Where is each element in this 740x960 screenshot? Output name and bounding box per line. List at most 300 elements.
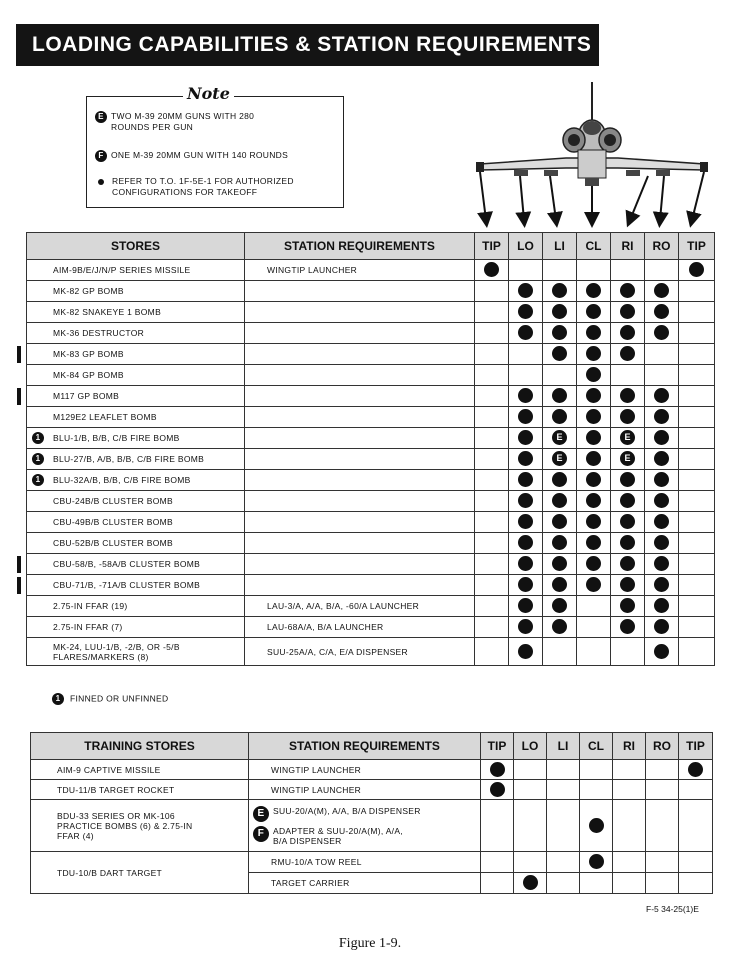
station-cell [611,554,645,575]
station-requirement: WINGTIP LAUNCHER [271,764,362,775]
store-name-cell [27,302,245,323]
station-cell [475,596,509,617]
load-dot-icon [688,762,703,777]
station-requirement-cell [245,428,475,449]
load-dot-icon [552,514,567,529]
station-cell [679,638,715,666]
station-cell [547,873,580,894]
training-store-name-cell [31,780,249,800]
station-cell [577,512,611,533]
station-cell [645,449,679,470]
store-name-cell [27,617,245,638]
station-cell [475,512,509,533]
store-row [27,638,715,666]
station-cell [475,302,509,323]
station-requirement: RMU-10/A TOW REEL [271,857,362,867]
station-cell [646,800,679,852]
training-store-name: BDU-33 SERIES OR MK-106 PRACTICE BOMBS (6) & 2.75-IN FFAR (4) [57,810,193,841]
station-cell [679,428,715,449]
note-item-e [95,111,254,133]
requirement-line [253,826,480,846]
station-header: LO [509,233,543,260]
load-dot-icon [586,409,601,424]
station-cell [645,512,679,533]
station-cell [547,852,580,873]
station-cell [509,491,543,512]
store-row [27,281,715,302]
station-cell [613,760,646,780]
station-header: LO [514,733,547,760]
station-requirement-cell [245,533,475,554]
store-name: CBU-52B/B CLUSTER BOMB [53,538,173,548]
store-name-cell [27,365,245,386]
training-row [31,780,713,800]
store-name: 2.75-IN FFAR (7) [53,622,123,632]
load-dot-icon [620,346,635,361]
station-cell [475,638,509,666]
station-header: TIP [481,733,514,760]
station-cell [679,449,715,470]
station-cell [645,302,679,323]
training-row [31,800,713,852]
aircraft-front-view-icon [470,78,720,238]
load-dot-icon [518,388,533,403]
store-name-cell [27,323,245,344]
load-marker-icon: E [552,451,567,466]
station-cell [645,281,679,302]
station-cell [543,386,577,407]
load-dot-icon [552,409,567,424]
load-dot-icon [552,535,567,550]
store-name: BLU-32A/B, B/B, C/B FIRE BOMB [53,475,191,485]
station-cell [580,780,613,800]
station-cell [509,281,543,302]
station-cell [475,344,509,365]
load-dot-icon [654,430,669,445]
station-cell [645,533,679,554]
e-marker-icon: E [95,111,107,123]
note-line: ROUNDS PER GUN [111,122,194,132]
station-requirement-cell [245,260,475,281]
load-dot-icon [654,598,669,613]
change-bar [17,556,21,573]
load-dot-icon [654,451,669,466]
bullet-icon [98,179,104,185]
station-cell [679,365,715,386]
station-cell [543,407,577,428]
station-cell [514,780,547,800]
station-cell [577,554,611,575]
station-cell [679,873,713,894]
page-title: LOADING CAPABILITIES & STATION REQUIREMENTS [16,24,599,66]
training-requirements-column-header: STATION REQUIREMENTS [249,733,481,760]
station-cell [475,491,509,512]
station-cell [543,638,577,666]
note-heading: Note [183,84,234,103]
station-requirement: WINGTIP LAUNCHER [267,265,358,275]
station-cell [645,344,679,365]
station-cell [679,617,715,638]
station-cell [645,617,679,638]
station-cell [611,512,645,533]
station-cell [611,386,645,407]
station-requirement-cell [245,407,475,428]
load-dot-icon [586,346,601,361]
load-dot-icon [586,283,601,298]
station-cell [577,449,611,470]
station-cell [475,407,509,428]
station-cell [611,281,645,302]
load-dot-icon [620,472,635,487]
load-dot-icon [654,472,669,487]
training-store-name-cell [31,800,249,852]
station-cell [679,491,715,512]
load-dot-icon [620,304,635,319]
station-requirement-cell [245,386,475,407]
station-cell [645,365,679,386]
load-dot-icon [518,472,533,487]
load-dot-icon [620,535,635,550]
station-cell [646,780,679,800]
store-row [27,260,715,281]
load-dot-icon [654,514,669,529]
change-bar [17,346,21,363]
station-requirement: SUU-25A/A, C/A, E/A DISPENSER [267,646,408,657]
station-header: TIP [475,233,509,260]
load-dot-icon [654,644,669,659]
station-cell [509,449,543,470]
station-cell [481,760,514,780]
station-cell [509,344,543,365]
load-dot-icon [552,472,567,487]
training-row [31,852,713,873]
store-name-cell [27,554,245,575]
station-cell [611,596,645,617]
load-dot-icon [620,598,635,613]
station-cell [475,575,509,596]
store-row [27,323,715,344]
station-cell [577,323,611,344]
note-line: REFER TO T.O. 1F-5E-1 FOR AUTHORIZED [112,176,294,186]
station-requirement-cell [245,323,475,344]
station-cell [509,638,543,666]
store-row [27,407,715,428]
store-row [27,491,715,512]
requirement-marker-icon: F [253,826,269,842]
finned-marker-icon: 1 [32,432,44,444]
store-row [27,575,715,596]
load-dot-icon [586,472,601,487]
station-cell [645,386,679,407]
station-cell [679,344,715,365]
requirement-line [253,806,480,822]
load-dot-icon [654,535,669,550]
change-bar [17,577,21,594]
station-cell [475,470,509,491]
station-header: RO [645,233,679,260]
training-store-name-cell [31,760,249,780]
load-marker-icon: E [620,451,635,466]
station-requirement-cell [245,344,475,365]
station-cell [613,800,646,852]
store-name: CBU-71/B, -71A/B CLUSTER BOMB [53,580,201,590]
station-cell [645,554,679,575]
station-requirement-cell [245,638,475,666]
load-dot-icon [518,619,533,634]
footnote-text: FINNED OR UNFINNED [70,693,169,704]
store-name: BLU-27/B, A/B, B/B, C/B FIRE BOMB [53,454,205,464]
station-header: RO [646,733,679,760]
training-stores-table [30,732,713,894]
station-cell [547,780,580,800]
station-cell [509,512,543,533]
station-cell [580,800,613,852]
station-cell [475,281,509,302]
note-line: CONFIGURATIONS FOR TAKEOFF [112,187,258,197]
station-header: RI [613,733,646,760]
store-name-cell [27,281,245,302]
station-cell [543,575,577,596]
station-requirement-cell [245,596,475,617]
load-dot-icon [654,619,669,634]
station-requirement-cell [245,512,475,533]
station-cell [645,470,679,491]
station-requirement-cell [245,302,475,323]
station-requirement-cell [245,365,475,386]
station-requirement: WINGTIP LAUNCHER [271,784,362,795]
f-marker-icon: F [95,150,107,162]
station-cell [646,873,679,894]
store-row [27,386,715,407]
station-cell [543,533,577,554]
station-cell [577,407,611,428]
load-dot-icon [484,262,499,277]
station-cell [611,449,645,470]
station-cell [613,852,646,873]
load-dot-icon [552,346,567,361]
note-line: ONE M-39 20MM GUN WITH 140 ROUNDS [111,150,289,160]
footnote [52,693,168,705]
station-cell [509,386,543,407]
station-cell [613,873,646,894]
store-name: MK-24, LUU-1/B, -2/B, OR -5/B FLARES/MARKERS (8) [53,641,180,662]
load-dot-icon [654,409,669,424]
station-cell [481,780,514,800]
store-name: MK-82 GP BOMB [53,286,124,296]
load-dot-icon [586,430,601,445]
store-name-cell [27,575,245,596]
station-cell [646,760,679,780]
station-cell [645,575,679,596]
finned-marker-icon: 1 [32,453,44,465]
store-name-cell [27,512,245,533]
station-requirement: SUU-20/A(M), A/A, B/A DISPENSER [273,805,421,816]
load-dot-icon [518,556,533,571]
station-requirement-cell [245,617,475,638]
station-cell [509,407,543,428]
store-name: CBU-24B/B CLUSTER BOMB [53,496,173,506]
station-cell [481,852,514,873]
station-cell [543,470,577,491]
store-name: MK-84 GP BOMB [53,370,124,380]
station-cell [577,575,611,596]
training-row [31,760,713,780]
station-requirement-cell [245,575,475,596]
station-requirement: ADAPTER & SUU-20/A(M), A/A, B/A DISPENSER [273,825,403,846]
load-dot-icon [620,283,635,298]
station-cell [611,260,645,281]
store-name-cell [27,470,245,491]
station-cell [679,780,713,800]
station-cell [509,470,543,491]
load-dot-icon [589,818,604,833]
station-cell [611,428,645,449]
station-header: TIP [679,733,713,760]
station-header: RI [611,233,645,260]
station-cell [611,365,645,386]
station-cell [611,323,645,344]
station-requirement: LAU-68A/A, B/A LAUNCHER [267,622,384,632]
station-cell [475,617,509,638]
station-cell [613,780,646,800]
stores-table [26,232,715,666]
load-dot-icon [620,556,635,571]
station-cell [577,344,611,365]
station-cell [509,323,543,344]
station-cell [645,323,679,344]
load-dot-icon [586,493,601,508]
load-dot-icon [654,493,669,508]
station-cell [547,800,580,852]
station-cell [509,617,543,638]
station-requirement-cell [245,491,475,512]
station-cell [577,365,611,386]
load-dot-icon [620,409,635,424]
station-cell [543,617,577,638]
station-cell [645,491,679,512]
station-cell [509,365,543,386]
station-cell [509,533,543,554]
store-row [27,302,715,323]
training-store-name: TDU-11/B TARGET ROCKET [57,784,175,795]
load-dot-icon [689,262,704,277]
station-requirement-cell [245,449,475,470]
station-cell [679,470,715,491]
load-marker-icon: E [620,430,635,445]
store-name: MK-36 DESTRUCTOR [53,328,145,338]
station-cell [509,260,543,281]
load-dot-icon [589,854,604,869]
station-cell [543,344,577,365]
stores-column-header: STORES [27,233,245,260]
stores-header-row [27,233,715,260]
load-dot-icon [490,782,505,797]
station-cell [475,386,509,407]
load-dot-icon [518,451,533,466]
change-bar [17,388,21,405]
station-cell [577,386,611,407]
load-dot-icon [518,430,533,445]
station-cell [543,596,577,617]
requirement-marker-icon: E [253,806,269,822]
station-cell [475,260,509,281]
store-name-cell [27,533,245,554]
finned-marker-icon: 1 [32,474,44,486]
store-name-cell [27,491,245,512]
station-requirement: TARGET CARRIER [271,878,350,888]
station-cell [611,575,645,596]
store-name-cell [27,260,245,281]
store-name: CBU-58/B, -58A/B CLUSTER BOMB [53,559,201,569]
station-cell [646,852,679,873]
station-requirement: LAU-3/A, A/A, B/A, -60/A LAUNCHER [267,601,420,611]
load-dot-icon [518,598,533,613]
station-cell [679,323,715,344]
load-dot-icon [620,514,635,529]
station-cell [547,760,580,780]
load-dot-icon [552,598,567,613]
load-dot-icon [586,451,601,466]
load-dot-icon [654,283,669,298]
store-name: AIM-9B/E/J/N/P SERIES MISSILE [53,265,191,275]
station-header: LI [547,733,580,760]
station-cell [679,760,713,780]
store-name: MK-82 SNAKEYE 1 BOMB [53,307,162,317]
load-dot-icon [620,493,635,508]
note-item-refer [95,176,294,198]
load-dot-icon [518,283,533,298]
station-header: CL [577,233,611,260]
training-stores-column-header: TRAINING STORES [31,733,249,760]
station-cell [645,407,679,428]
station-cell [679,386,715,407]
load-dot-icon [518,514,533,529]
station-cell [543,260,577,281]
store-name-cell [27,638,245,666]
station-cell [509,302,543,323]
station-cell [611,302,645,323]
load-dot-icon [518,535,533,550]
load-dot-icon [586,577,601,592]
station-requirement-cell [249,780,481,800]
load-dot-icon [654,577,669,592]
station-cell [475,323,509,344]
load-dot-icon [552,325,567,340]
station-cell [577,260,611,281]
station-cell [679,407,715,428]
store-name: MK-83 GP BOMB [53,349,124,359]
station-cell [679,281,715,302]
station-cell [580,873,613,894]
station-cell [645,638,679,666]
store-row [27,449,715,470]
store-row [27,554,715,575]
load-dot-icon [552,577,567,592]
store-name-cell [27,428,245,449]
load-dot-icon [552,283,567,298]
finned-marker-icon: 1 [52,693,64,705]
store-row [27,344,715,365]
station-requirement-cell [249,852,481,873]
note-line: TWO M-39 20MM GUNS WITH 280 [111,111,255,121]
requirement-line [271,785,480,795]
station-cell [611,407,645,428]
load-dot-icon [552,619,567,634]
load-dot-icon [586,325,601,340]
figure-caption: Figure 1-9. [338,936,402,951]
station-cell [679,852,713,873]
station-cell [481,873,514,894]
